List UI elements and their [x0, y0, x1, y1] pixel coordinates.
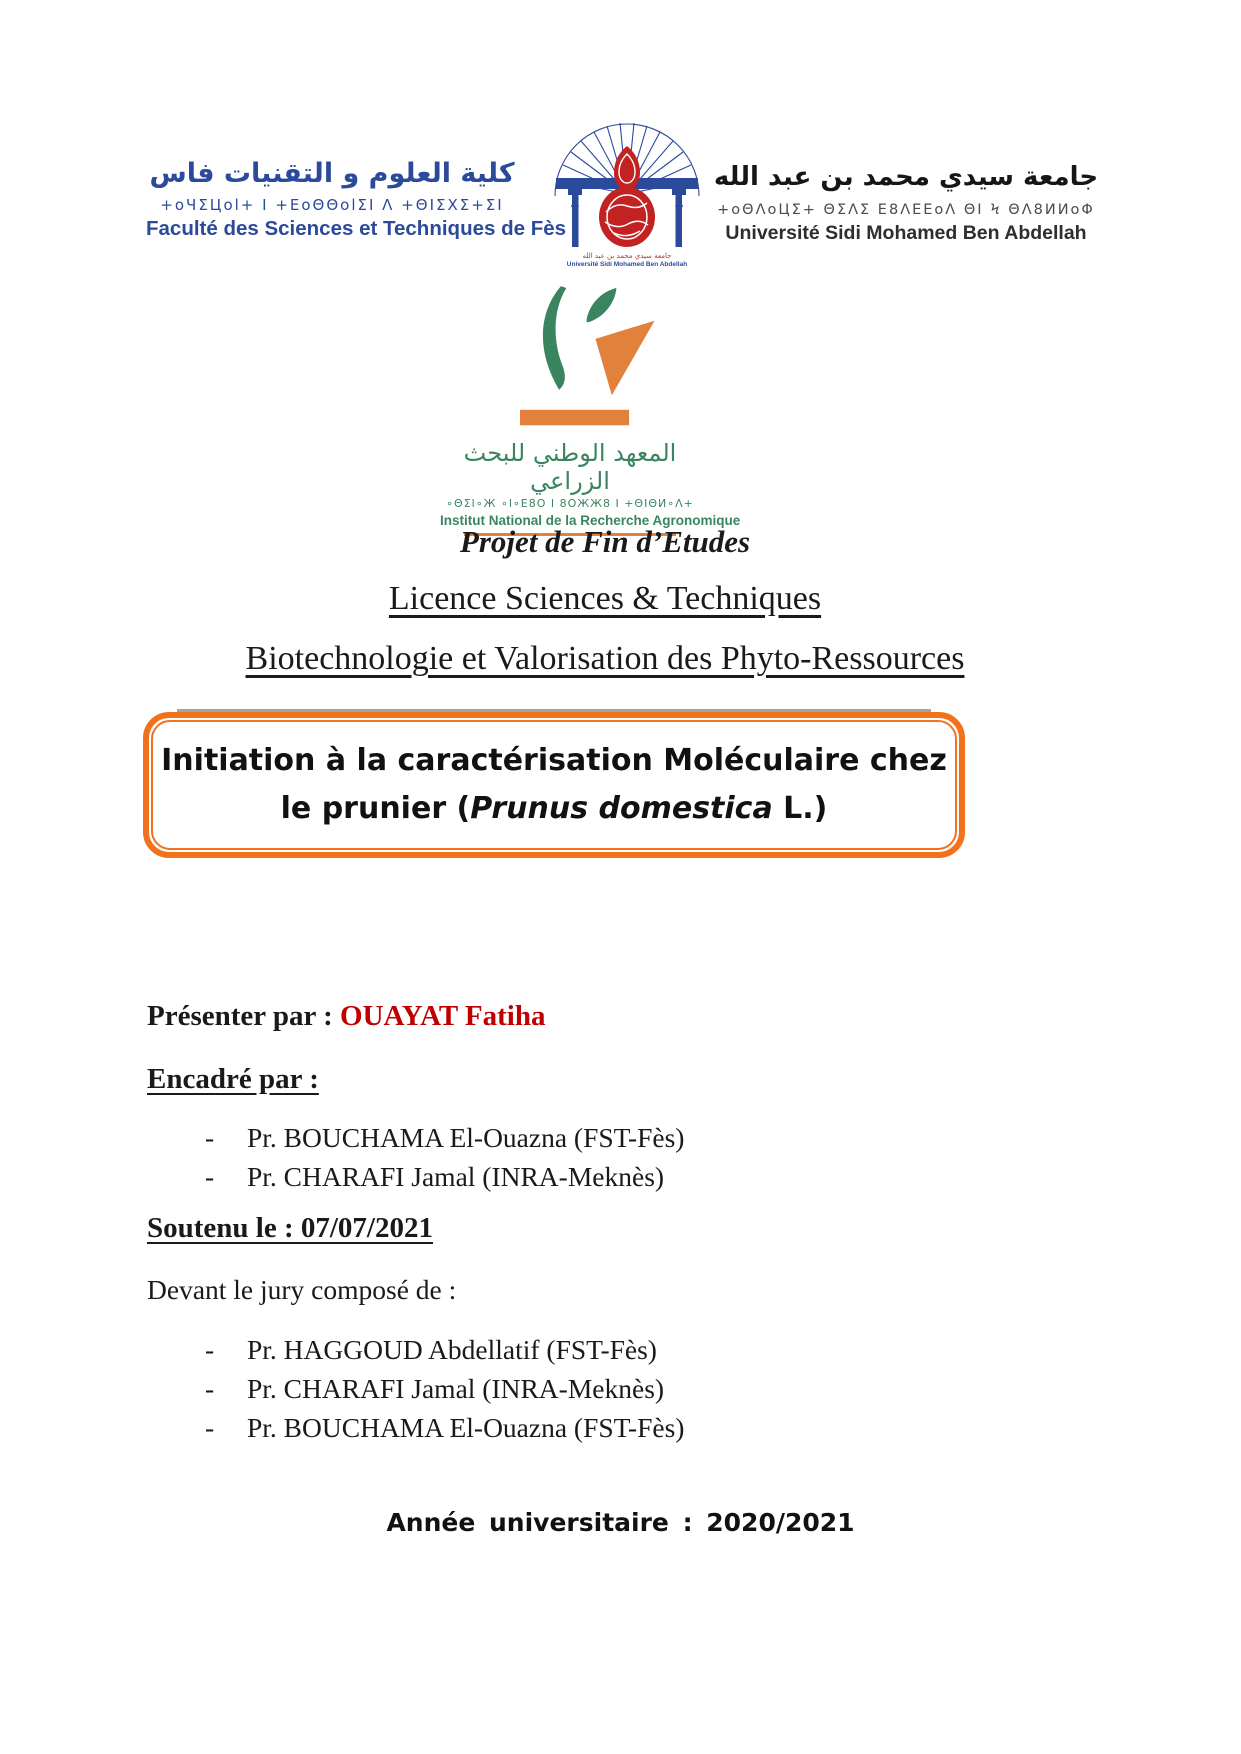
- university-name-arabic: جامعة سيدي محمد بن عبد الله: [713, 162, 1099, 192]
- inra-name-arabic: المعهد الوطني للبحث الزراعي: [463, 439, 677, 495]
- university-name-tifinagh: +oΘΛoЦΣ+ ΘΣΛΣ Е8ΛЕЕoΛ ΘΙ Ϟ ΘΛ8ИИoΦ: [717, 201, 1095, 218]
- supervisor-item: - Pr. CHARAFI Jamal (INRA-Meknès): [205, 1157, 684, 1196]
- supervisors-heading: Encadré par :: [147, 1063, 319, 1095]
- thesis-title-line1: Initiation à la caractérisation Moléculaire chez: [161, 743, 947, 778]
- university-crest-icon: [534, 120, 720, 248]
- inra-logo-icon: [470, 282, 670, 434]
- faculty-name-french: Faculté des Sciences et Techniques de Fès: [146, 217, 567, 241]
- author-name: OUAYAT Fatiha: [340, 1000, 546, 1032]
- specialty-title: Biotechnologie et Valorisation des Phyto-Ressources: [245, 640, 965, 677]
- faculty-name-arabic: كلية العلوم و التقنيات فاس: [149, 158, 515, 189]
- jury-item: - Pr. CHARAFI Jamal (INRA-Meknès): [205, 1369, 684, 1408]
- academic-year: Année universitaire : 2020/2021: [386, 1508, 855, 1537]
- presented-by-line: [147, 1000, 546, 1033]
- dash-bullet: -: [205, 1373, 215, 1405]
- defense-date-heading: Soutenu le : 07/07/2021: [147, 1212, 433, 1244]
- dash-bullet: -: [205, 1412, 215, 1444]
- project-type-title: Projet de Fin d’Etudes: [459, 524, 751, 559]
- thesis-title-line2: le prunier (Prunus domestica L.): [280, 791, 828, 826]
- crest-caption-french: Université Sidi Mohamed Ben Abdellah: [566, 260, 688, 268]
- dash-bullet: -: [205, 1161, 215, 1193]
- inra-name-tifinagh: ∘ΘΣl∘Ж ∘l∘Е8О Ι 8ОЖЖ8 Ι +ΘΙΘИ∘Λ+: [446, 497, 694, 510]
- degree-title: Licence Sciences & Techniques: [388, 580, 822, 617]
- thesis-title-box: [143, 712, 965, 858]
- jury-list: [205, 1330, 684, 1447]
- faculty-block: [146, 158, 567, 241]
- species-name: Prunus domestica: [470, 791, 773, 826]
- supervisors-list: [205, 1118, 684, 1196]
- crest-caption-arabic: جامعة سيدي محمد بن عبد الله: [582, 252, 672, 260]
- faculty-name-tifinagh: +oЧΣЦol+ Ι +ЕoΘΘolΣΙ Λ +ΘΙΣΧΣ+ΣΙ: [160, 196, 504, 215]
- university-name-french: Université Sidi Mohamed Ben Abdellah: [725, 221, 1087, 244]
- dash-bullet: -: [205, 1122, 215, 1153]
- inra-block: [440, 282, 741, 536]
- supervisor-item: - Pr. BOUCHAMA El-Ouazna (FST-Fès): [205, 1118, 684, 1157]
- inra-name-french: Institut National de la Recherche Agronomique: [440, 513, 741, 528]
- university-block: [706, 163, 1106, 245]
- university-crest: [534, 120, 720, 268]
- jury-heading: Devant le jury composé de :: [147, 1274, 457, 1305]
- presented-by-label: Présenter par :: [147, 1000, 341, 1032]
- jury-item: - Pr. HAGGOUD Abdellatif (FST-Fès): [205, 1330, 684, 1369]
- jury-item: - Pr. BOUCHAMA El-Ouazna (FST-Fès): [205, 1408, 684, 1447]
- thesis-title: [149, 718, 959, 852]
- dash-bullet: -: [205, 1334, 215, 1365]
